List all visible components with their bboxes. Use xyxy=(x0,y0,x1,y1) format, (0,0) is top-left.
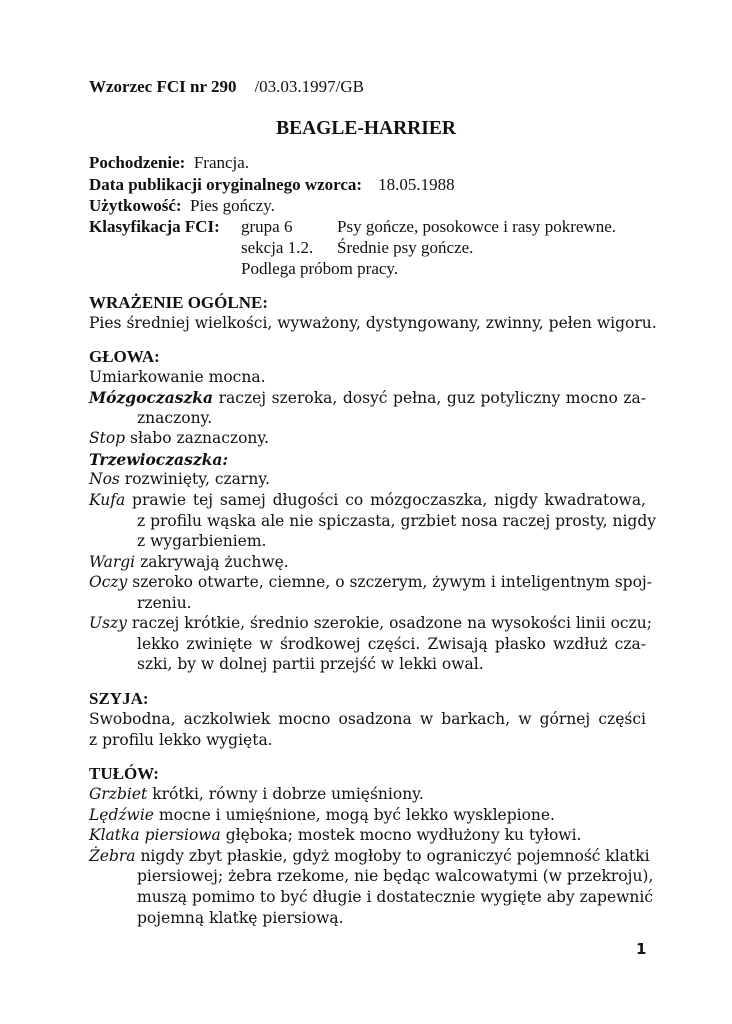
back-text: krótki, równy i dobrze umięśniony. xyxy=(152,785,424,803)
eyes-text-1: szeroko otwarte, ciemne, o szczerym, żywym i inteligentnym spoj- xyxy=(132,573,652,591)
use-label: Użytkowość: xyxy=(89,196,182,215)
muzzle-line-1 xyxy=(89,491,646,509)
ears-text-1: raczej krótkie, średnio szerokie, osadzone na wysokości linii oczu; xyxy=(131,614,652,632)
use-value: Pies gończy. xyxy=(190,196,275,215)
ribs-line-1 xyxy=(89,847,650,865)
pubdate-line xyxy=(89,175,455,195)
ribs-text-4: pojemną klatkę piersiową. xyxy=(137,909,344,927)
muzzle-text-2: z profilu wąska ale nie spiczasta, grzbiet nosa raczej prosty, nigdy xyxy=(137,512,657,530)
ears-line-1 xyxy=(89,614,652,632)
lips-line xyxy=(89,553,289,571)
class-label: Klasyfikacja FCI: xyxy=(89,217,220,236)
neck-text-2: z profilu lekko wygięta. xyxy=(89,731,273,749)
skull-text-2: znaczony. xyxy=(137,409,213,427)
eyes-line-1 xyxy=(89,573,652,591)
eyes-term: Oczy xyxy=(89,573,128,591)
back-term: Grzbiet xyxy=(89,785,148,803)
standard-header xyxy=(89,77,364,97)
group-line xyxy=(241,217,292,237)
section-desc: Średnie psy gończe. xyxy=(337,238,474,257)
nose-line xyxy=(89,470,270,488)
nose-term: Nos xyxy=(89,470,120,488)
stop-text: słabo zaznaczony. xyxy=(130,429,270,447)
ribs-text-1: nigdy zbyt płaskie, gdyż mogłoby to ograniczyć pojemność klatki xyxy=(140,847,650,865)
head-heading: GŁOWA: xyxy=(89,347,160,366)
lips-text: zakrywają żuchwę. xyxy=(140,553,289,571)
loin-term: Lędźwie xyxy=(89,806,154,824)
lips-term: Wargi xyxy=(89,553,136,571)
ears-text-3: szki, by w dolnej partii przejść w lekki owal. xyxy=(137,655,484,673)
muzzle-text-3: z wygarbieniem. xyxy=(137,532,267,550)
skull-text-1: raczej szeroka, dosyć pełna, guz potyliczny mocno za- xyxy=(218,389,646,407)
class-line xyxy=(89,217,220,237)
neck-text-1: Swobodna, aczkolwiek mocno osadzona w barkach, w górnej części xyxy=(89,710,646,728)
nose-text: rozwinięty, czarny. xyxy=(124,470,270,488)
use-line xyxy=(89,196,275,216)
ears-text-2: lekko zwinięte w środkowej części. Zwisają płasko wzdłuż cza- xyxy=(137,635,646,653)
standard-number: Wzorzec FCI nr 290 xyxy=(89,77,237,96)
ribs-text-2: piersiowej; żebra rzekome, nie będąc walcowatymi (w przekroju), xyxy=(137,867,654,885)
loin-text: mocne i umięśnione, mogą być lekko wysklepione. xyxy=(158,806,555,824)
eyes-text-2: rzeniu. xyxy=(137,594,192,612)
facial-heading-text: Trzewioczaszka: xyxy=(89,450,229,469)
pubdate-label: Data publikacji oryginalnego wzorca: xyxy=(89,175,363,194)
muzzle-term: Kufa xyxy=(89,491,126,509)
body-heading: TUŁÓW: xyxy=(89,764,159,783)
head-intro: Umiarkowanie mocna. xyxy=(89,368,266,386)
back-line xyxy=(89,785,424,803)
standard-date-code: /03.03.1997/GB xyxy=(254,77,365,96)
origin-line xyxy=(89,153,249,173)
section: sekcja 1.2. xyxy=(241,238,314,257)
origin-label: Pochodzenie: xyxy=(89,153,186,172)
stop-term: Stop xyxy=(89,429,126,447)
neck-heading: SZYJA: xyxy=(89,689,149,708)
muzzle-text-1: prawie tej samej długości co mózgoczaszka, nigdy kwadratowa, xyxy=(132,491,646,509)
general-heading: WRAŻENIE OGÓLNE: xyxy=(89,293,268,312)
ribs-text-3: muszą pomimo to być długie i dostatecznie wygięte aby zapewnić xyxy=(137,888,654,906)
chest-text: głęboka; mostek mocno wydłużony ku tyłowi. xyxy=(225,826,582,844)
ears-term: Uszy xyxy=(89,614,127,632)
group-desc: Psy gończe, posokowce i rasy pokrewne. xyxy=(337,217,617,236)
facial-heading xyxy=(89,450,228,469)
chest-line xyxy=(89,826,581,844)
chest-term: Klatka piersiowa xyxy=(89,826,221,844)
origin-value: Francja. xyxy=(193,153,250,172)
loin-line xyxy=(89,806,555,824)
skull-line-1 xyxy=(89,388,646,407)
working-trial: Podlega próbom pracy. xyxy=(241,259,399,278)
skull-term: Mózgoczaszka xyxy=(89,388,214,407)
group: grupa 6 xyxy=(241,217,293,236)
page-number: 1 xyxy=(636,940,647,958)
ribs-term: Żebra xyxy=(89,847,136,865)
general-text: Pies średniej wielkości, wyważony, dystyngowany, zwinny, pełen wigoru. xyxy=(89,314,657,332)
pubdate-value: 18.05.1988 xyxy=(378,175,455,194)
stop-line xyxy=(89,429,269,447)
breed-title: BEAGLE-HARRIER xyxy=(276,118,456,139)
